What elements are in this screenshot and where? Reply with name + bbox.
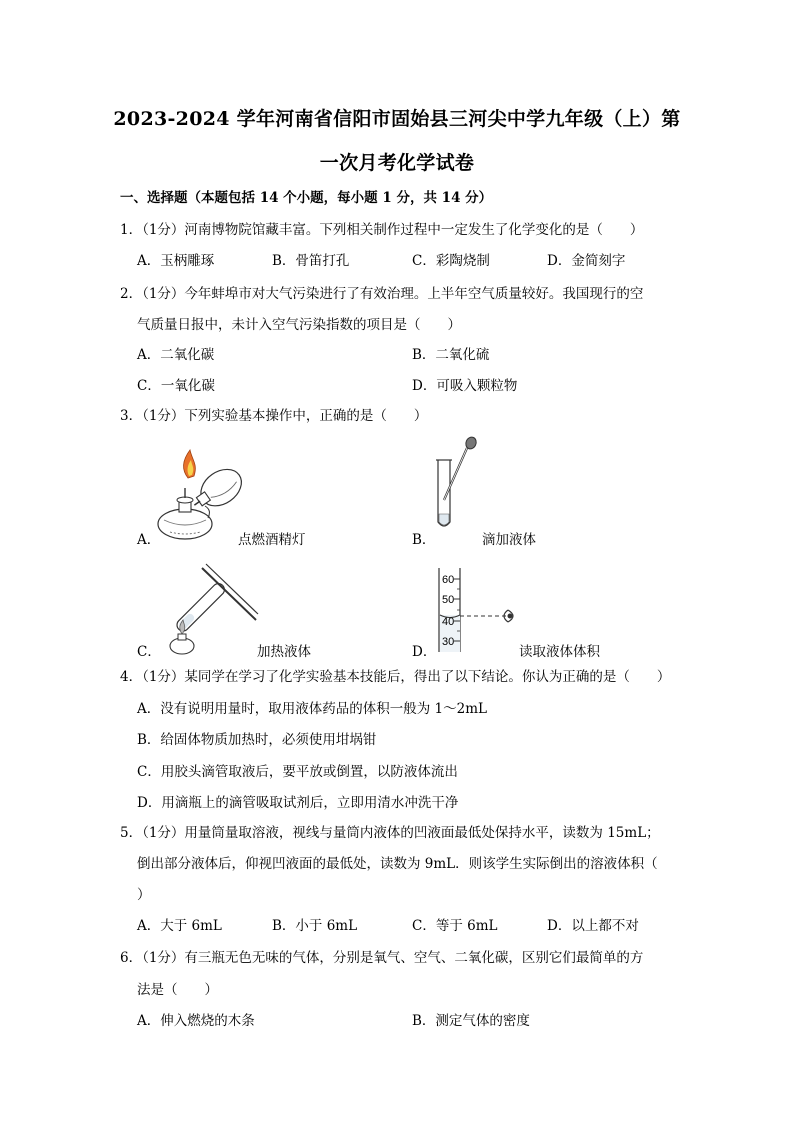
question-6-stem-line2: 法是（ ） [137,982,218,998]
question-1-option-d: D．金简刻字 [547,253,626,269]
question-6-option-a: A．伸入燃烧的木条 [137,1013,255,1029]
question-3-option-c-caption: 加热液体 [257,644,311,660]
cylinder-tick-60: 60 [442,574,455,586]
cylinder-tick-40: 40 [442,616,455,628]
question-1-option-a: A．玉柄雕琢 [137,253,215,269]
question-6-option-b: B．测定气体的密度 [412,1013,530,1029]
question-2-option-b: B．二氧化硫 [412,347,490,363]
question-2-option-d: D．可吸入颗粒物 [412,378,518,394]
question-5-stem-line2: 倒出部分液体后，仰视凹液面的最低处，读数为 9mL．则该学生实际倒出的溶液体积（ [137,856,658,872]
question-3-stem: 3．（1分）下列实验基本操作中，正确的是（ ） [120,408,428,424]
question-5-stem-line1: 5．（1分）用量筒量取溶液，视线与量筒内液体的凹液面最低处保持水平，读数为 15mL； [120,825,660,841]
question-3-option-a-caption: 点燃酒精灯 [238,532,306,548]
question-3-option-a-letter: A． [137,532,161,548]
exam-title-line1: 2023-2024 学年河南省信阳市固始县三河尖中学九年级（上）第 [113,108,681,130]
question-5-option-c: C．等于 6mL [412,918,498,934]
question-2-option-c: C．一氧化碳 [137,378,215,394]
question-3-option-b-letter: B． [412,532,436,548]
question-5-option-d: D．以上都不对 [547,918,639,934]
question-4-option-d: D．用滴瓶上的滴管吸取试剂后，立即用清水冲洗干净 [137,795,459,811]
question-2-stem-line2: 气质量日报中，未计入空气污染指数的项目是（ ） [137,317,461,333]
heating-test-tube-illustration [160,558,260,658]
question-3-option-c-letter: C． [137,644,161,660]
question-5-option-a: A．大于 6mL [137,918,222,934]
question-3-option-d-caption: 读取液体体积 [519,644,600,660]
question-6-stem-line1: 6．（1分）有三瓶无色无味的气体，分别是氧气、空气、二氧化碳，区别它们最简单的方 [120,950,644,966]
section-heading: 一、选择题（本题包括 14 个小题，每小题 1 分，共 14 分） [120,190,493,206]
question-3-option-d-letter: D． [412,644,437,660]
question-1-stem: 1．（1分）河南博物院馆藏丰富。下列相关制作过程中一定发生了化学变化的是（ ） [120,222,644,238]
question-1-option-b: B．骨笛打孔 [272,253,350,269]
cylinder-tick-50: 50 [442,594,455,606]
question-4-option-a: A．没有说明用量时，取用液体药品的体积一般为 1～2mL [137,701,487,717]
question-5-stem-line3: ） [137,887,151,903]
graduated-cylinder-illustration [430,566,530,654]
exam-title-line2: 一次月考化学试卷 [319,152,475,174]
question-4-option-c: C．用胶头滴管取液后，要平放或倒置，以防液体流出 [137,764,458,780]
question-1-option-c: C．彩陶烧制 [412,253,490,269]
question-2-option-a: A．二氧化碳 [137,347,215,363]
dropper-test-tube-illustration [430,438,485,533]
cylinder-tick-30: 30 [442,636,455,648]
question-5-option-b: B．小于 6mL [272,918,358,934]
question-4-option-b: B．给固体物质加热时，必须使用坩埚钳 [137,732,377,748]
question-3-option-b-caption: 滴加液体 [482,532,536,548]
question-4-stem: 4．（1分）某同学在学习了化学实验基本技能后，得出了以下结论。你认为正确的是（ ） [120,669,671,685]
question-2-stem-line1: 2．（1分）今年蚌埠市对大气污染进行了有效治理。上半年空气质量较好。我国现行的空 [120,286,644,302]
